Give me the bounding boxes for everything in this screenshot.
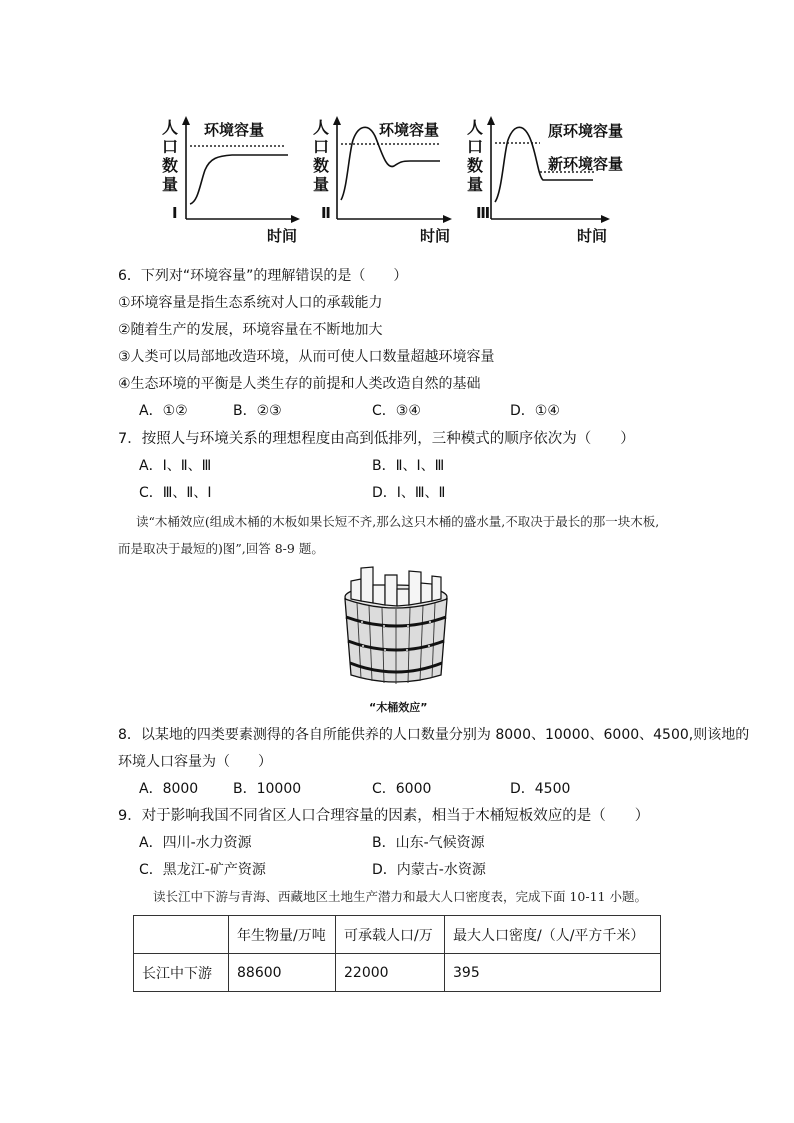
table-header-cell: 最大人口密度/（人/平方千米） xyxy=(445,916,661,954)
q6-item: ③人类可以局部地改造环境，从而可使人口数量超越环境容量 xyxy=(118,349,495,365)
q8-option-a: A．8000 xyxy=(139,781,199,797)
table-row xyxy=(134,954,661,992)
chart-1-roman: Ⅰ xyxy=(172,204,178,222)
table-header-cell xyxy=(134,916,229,954)
chart-3-x-arrow xyxy=(601,215,610,223)
q6-item: ①环境容量是指生态系统对人口的承载能力 xyxy=(118,295,383,311)
q6-option-a: A．①② xyxy=(139,403,188,419)
intro-8-9-line1: 读“木桶效应(组成木桶的木板如果长短不齐,那么这只木桶的盛水量,不取决于最长的那一块木板, xyxy=(136,514,660,529)
chart-1-ylabel-char: 量 xyxy=(162,175,179,194)
q7-stem: 7．按照人与环境关系的理想程度由高到低排列，三种模式的顺序依次为（ ） xyxy=(118,431,635,447)
chart-1-label: 环境容量 xyxy=(204,121,265,139)
chart-2-ylabel-char: 人 xyxy=(313,118,330,137)
chart-1-xlabel: 时间 xyxy=(267,227,298,245)
chart-3-ylabel-char: 口 xyxy=(467,137,484,156)
chart-1-ylabel-char: 口 xyxy=(162,137,179,156)
table-cell: 88600 xyxy=(229,954,336,992)
intro-10-11: 读长江中下游与青海、西藏地区土地生产潜力和最大人口密度表，完成下面 10-11 小题。 xyxy=(153,889,647,904)
barrel-caption: “木桶效应” xyxy=(369,701,428,714)
chart-1-curve xyxy=(190,155,288,204)
chart-2-ylabel-char: 数 xyxy=(313,156,330,175)
q9-option-b: B．山东-气候资源 xyxy=(372,835,485,851)
chart-1-ylabel-char: 人 xyxy=(162,118,179,137)
chart-3-ylabel-char: 人 xyxy=(467,118,484,137)
q6-stem: 6．下列对“环境容量”的理解错误的是（ ） xyxy=(118,268,408,284)
q6-option-b: B．②③ xyxy=(233,403,282,419)
chart-3-label-original: 原环境容量 xyxy=(548,122,624,140)
q6-item: ④生态环境的平衡是人类生存的前提和人类改造自然的基础 xyxy=(118,376,481,392)
q8-stem-line1: 8．以某地的四类要素测得的各自所能供养的人口数量分别为 8000、10000、6000、4500,则该地的 xyxy=(118,727,750,743)
chart-2-ylabel-char: 口 xyxy=(313,137,330,156)
chart-2-x-arrow xyxy=(443,215,452,223)
chart-1 xyxy=(162,116,300,245)
q8-option-b: B．10000 xyxy=(233,781,302,797)
q8-option-d: D．4500 xyxy=(510,781,571,797)
q7-option-b: B．Ⅱ、Ⅰ、Ⅲ xyxy=(372,458,445,474)
chart-3-ylabel-char: 量 xyxy=(467,175,484,194)
chart-2-xlabel: 时间 xyxy=(420,227,451,245)
table-cell: 22000 xyxy=(336,954,445,992)
q9-stem: 9．对于影响我国不同省区人口合理容量的因素，相当于木桶短板效应的是（ ） xyxy=(118,808,650,824)
chart-3 xyxy=(467,116,623,245)
q8-stem-line2: 环境人口容量为（ ） xyxy=(118,754,272,770)
chart-1-y-arrow xyxy=(182,116,190,125)
table-header-row xyxy=(134,916,661,954)
chart-3-roman: Ⅲ xyxy=(476,204,491,222)
q9-option-d: D．内蒙古-水资源 xyxy=(372,862,486,878)
q6-option-c: C．③④ xyxy=(372,403,421,419)
table-cell: 长江中下游 xyxy=(134,954,229,992)
q7-option-c: C．Ⅲ、Ⅱ、Ⅰ xyxy=(139,485,212,501)
chart-1-ylabel-char: 数 xyxy=(162,156,179,175)
chart-3-y-arrow xyxy=(487,116,495,125)
land-productivity-table xyxy=(133,915,661,992)
q9-option-a: A．四川-水力资源 xyxy=(139,835,252,851)
q8-option-c: C．6000 xyxy=(372,781,432,797)
q7-option-d: D．Ⅰ、Ⅲ、Ⅱ xyxy=(372,485,446,501)
intro-8-9-line2: 而是取决于最短的)图”,回答 8-9 题。 xyxy=(118,541,324,556)
table-header-cell: 年生物量/万吨 xyxy=(229,916,336,954)
q6-item: ②随着生产的发展，环境容量在不断地加大 xyxy=(118,322,383,338)
chart-3-xlabel: 时间 xyxy=(577,227,608,245)
barrel-staves xyxy=(351,567,441,606)
chart-2-y-arrow xyxy=(333,116,341,125)
barrel-illustration xyxy=(337,565,457,690)
population-capacity-figure xyxy=(150,112,650,252)
q6-option-d: D．①④ xyxy=(510,403,560,419)
table-cell: 395 xyxy=(445,954,661,992)
table-header-cell: 可承载人口/万 xyxy=(336,916,445,954)
chart-3-ylabel-char: 数 xyxy=(467,156,484,175)
chart-2-ylabel-char: 量 xyxy=(313,175,330,194)
chart-1-x-arrow xyxy=(291,215,300,223)
q9-option-c: C．黑龙江-矿产资源 xyxy=(139,862,266,878)
chart-2 xyxy=(313,116,452,245)
chart-2-roman: Ⅱ xyxy=(321,204,331,222)
q7-option-a: A．Ⅰ、Ⅱ、Ⅲ xyxy=(139,458,212,474)
chart-3-label-new: 新环境容量 xyxy=(548,155,624,173)
chart-2-label: 环境容量 xyxy=(379,121,440,139)
